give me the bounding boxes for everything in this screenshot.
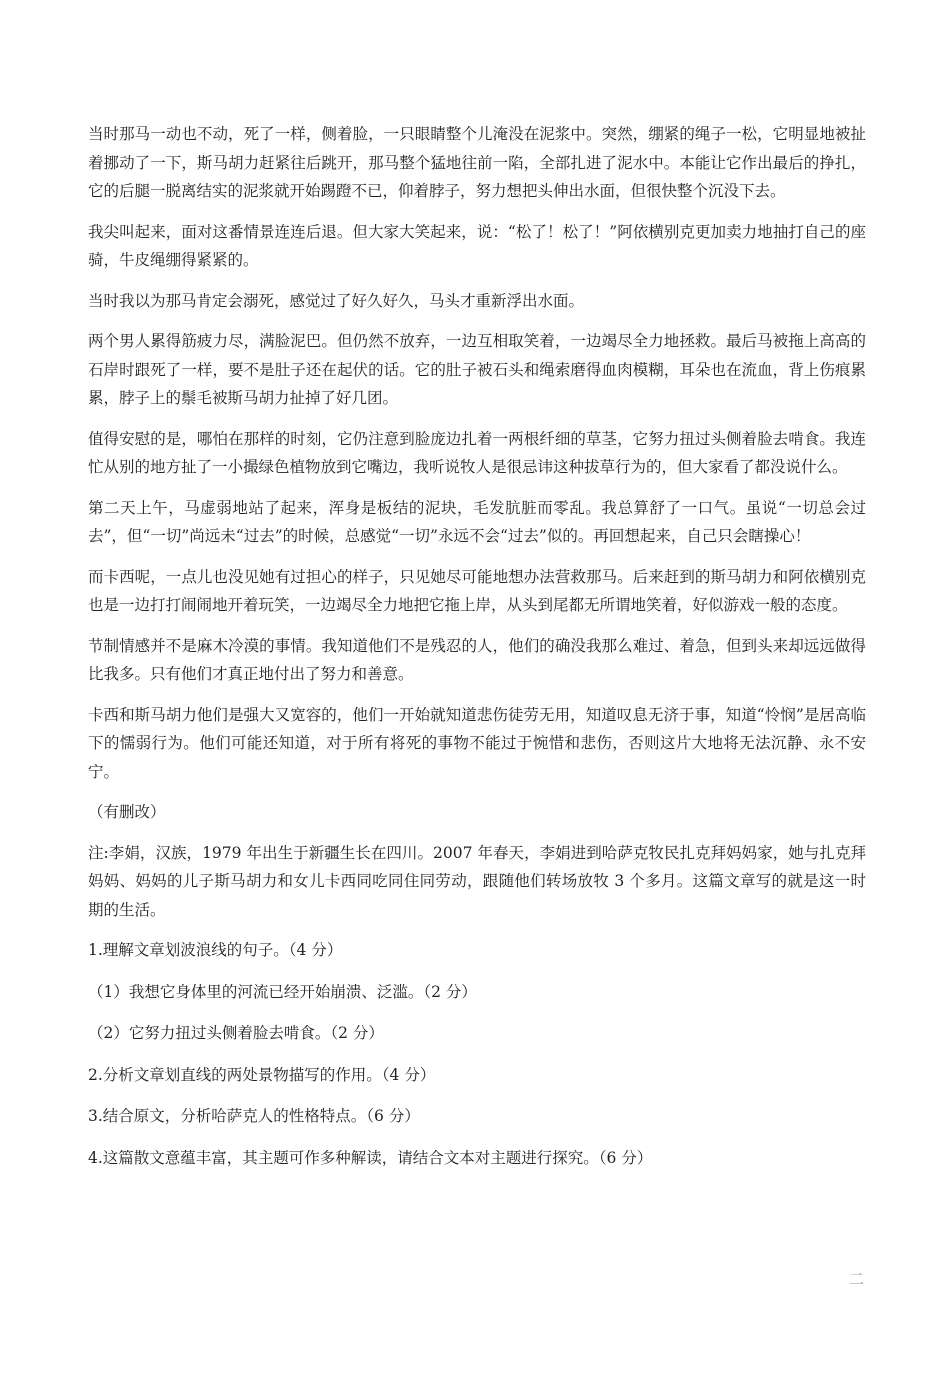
paragraph: 我尖叫起来，面对这番情景连连后退。但大家大笑起来，说：“松了！松了！”阿依横别克更加卖力地抽打自己的座骑，牛皮绳绷得紧紧的。 <box>88 222 866 269</box>
page-number: 二 <box>848 1270 864 1288</box>
question-4: 4.这篇散文意蕴丰富，其主题可作多种解读，请结合文本对主题进行探究。（6 分） <box>88 1148 653 1167</box>
paragraph: 两个男人累得筋疲力尽，满脸泥巴。但仍然不放弃，一边互相取笑着，一边竭尽全力地拯救。最后马被拖上高高的石岸时跟死了一样，要不是肚子还在起伏的话。它的肚子被石头和绳索磨得血肉模糊，耳朵也在流血，背上伤痕累累，脖子上的鬃毛被斯马胡力扯掉了好几团。 <box>88 332 866 407</box>
question-1: 1.理解文章划波浪线的句子。（4 分） <box>88 941 343 959</box>
paragraph: 值得安慰的是，哪怕在那样的时刻，它仍注意到脸庞边扎着一两根纤细的草茎，它努力扭过头侧着脸去啃食。我连忙从别的地方扯了一小撮绿色植物放到它嘴边，我听说牧人是很忌讳这种拔草行为的，但大家看了都没说什么。 <box>88 429 866 476</box>
paragraph: 卡西和斯马胡力他们是强大又宽容的，他们一开始就知道悲伤徒劳无用，知道叹息无济于事，知道“怜悯”是居高临下的懦弱行为。他们可能还知道，对于所有将死的事物不能过于惋惜和悲伤，否则这片大地将无法沉静、永不安宁。 <box>88 705 866 781</box>
question-1-part-2: （2）它努力扭过头侧着脸去啃食。（2 分） <box>88 1024 384 1042</box>
paragraph: 第二天上午，马虚弱地站了起来，浑身是板结的泥块，毛发肮脏而零乱。我总算舒了一口气。虽说“一切总会过去”，但“一切”尚远未“过去”的时候，总感觉“一切”永远不会“过去”似的。再回想起来，自己只会瞎操心！ <box>88 498 866 545</box>
edited-note: （有删改） <box>88 803 166 821</box>
question-2: 2.分析文章划直线的两处景物描写的作用。（4 分） <box>88 1065 436 1084</box>
question-3: 3.结合原文，分析哈萨克人的性格特点。（6 分） <box>88 1107 420 1125</box>
paragraph: 当时那马一动也不动，死了一样，侧着脸，一只眼睛整个儿淹没在泥浆中。突然，绷紧的绳子一松，它明显地被扯着挪动了一下，斯马胡力赶紧往后跳开，那马整个猛地往前一陷，全部扎进了泥水中。本能让它作出最后的挣扎，它的后腿一脱离结实的泥浆就开始踢蹬不已，仰着脖子，努力想把头伸出水面，但很快整个沉没下去。 <box>88 125 866 200</box>
paragraph: 当时我以为那马肯定会溺死，感觉过了好久好久，马头才重新浮出水面。 <box>88 291 585 310</box>
paragraph: 节制情感并不是麻木冷漠的事情。我知道他们不是残忍的人，他们的确没我那么难过、着急，但到头来却远远做得比我多。只有他们才真正地付出了努力和善意。 <box>88 636 866 683</box>
paragraph: 而卡西呢，一点儿也没见她有过担心的样子，只见她尽可能地想办法营救那马。后来赶到的斯马胡力和阿依横别克也是一边打打闹闹地开着玩笑，一边竭尽全力地把它拖上岸，从头到尾都无所谓地笑着，好似游戏一般的态度。 <box>88 567 866 614</box>
document-body <box>88 120 866 1185</box>
question-1-part-1: （1）我想它身体里的河流已经开始崩溃、泛滥。（2 分） <box>88 982 477 1001</box>
author-note: 注:李娟，汉族，1979 年出生于新疆生长在四川。2007 年春天，李娟进到哈萨克牧民扎克拜妈妈家，她与扎克拜妈妈、妈妈的儿子斯马胡力和女儿卡西同吃同住同劳动，跟随他们转场放牧 3 个多月。这篇文章写的就是这一时期的生活。 <box>88 843 866 919</box>
